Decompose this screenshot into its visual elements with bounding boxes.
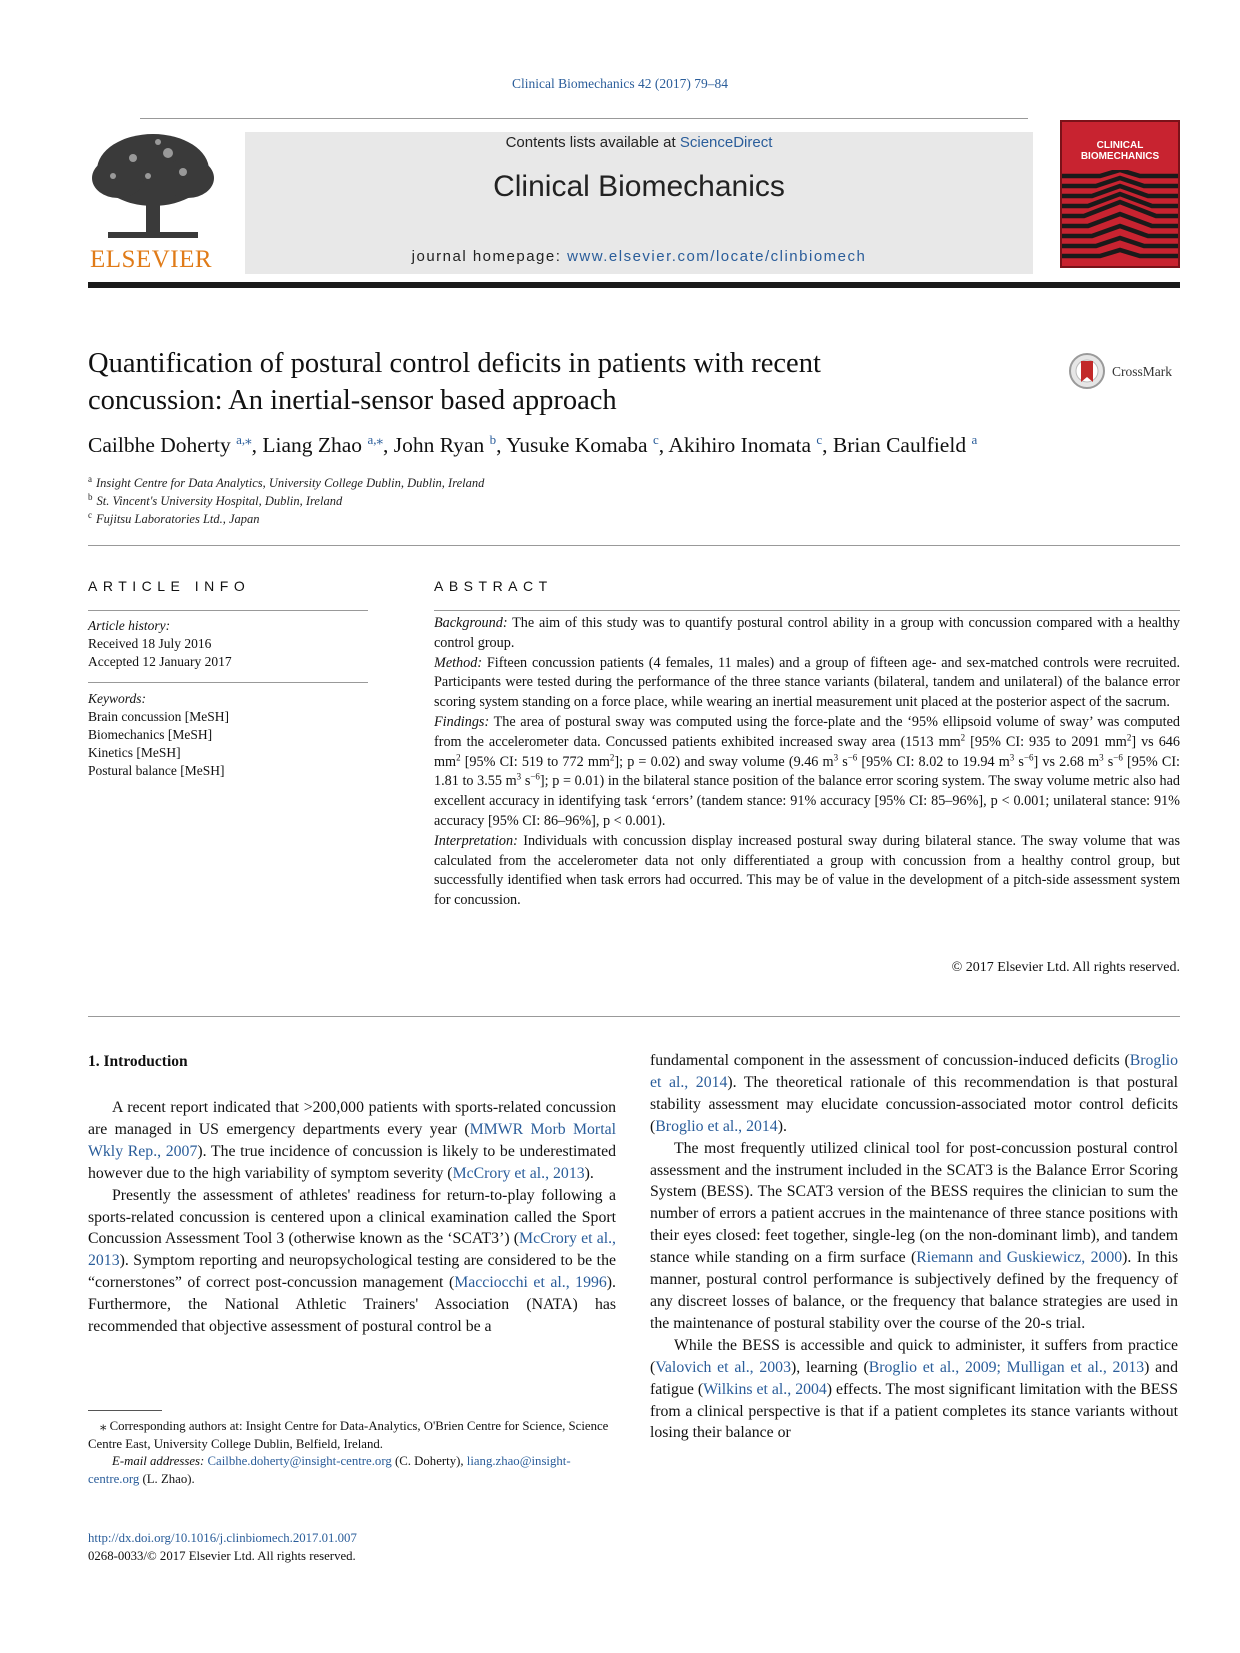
citation-link[interactable]: McCrory et al., 2013	[88, 1230, 616, 1270]
citation-link[interactable]: Broglio et al., 2014	[650, 1052, 1178, 1091]
elsevier-tree-logo	[88, 128, 218, 246]
author-name[interactable]: Cailbhe Doherty	[88, 433, 231, 458]
abstract-method: Method: Fifteen concussion patients (4 females, 11 males) and a group of fifteen age- and sex-matched controls were recruited. Participants were tested during the performance of the three stance variants (bilateral, tandem and unilateral) of the balance error scoring system standing on a force place, while wearing an inertial measurement unit placed at the posterior aspect of the sacrum.	[434, 654, 1181, 711]
article-history: Article history: Received 18 July 2016 Accepted 12 January 2017	[88, 618, 232, 669]
paragraph: fundamental component in the assessment of concussion-induced deficits (Broglio et al., 2014). The theoretical rationale of this recommendation is that postural stability assessment may elucidate concussion-associated motor control deficits (Broglio et al., 2014).	[650, 1052, 1178, 1135]
author-name[interactable]: John Ryan	[393, 433, 485, 458]
abstract-body	[434, 614, 1180, 911]
article-title: Quantification of postural control deficits in patients with recent concussion: An inertial-sensor based approach	[88, 348, 821, 416]
journal-name: Clinical Biomechanics	[493, 170, 785, 203]
paragraph: While the BESS is accessible and quick to administer, it suffers from practice (Valovich et al., 2003), learning (Broglio et al., 2009; Mulligan et al., 2013) and fatigue (Wilkins et al., 2004) effects. The most significant limitation with the BESS from a clinical perspective is that if a patient completes its stance variants without losing their balance or	[650, 1336, 1179, 1442]
elsevier-wordmark: ELSEVIER	[90, 246, 213, 273]
citation-link[interactable]: Broglio et al., 2014	[655, 1117, 778, 1135]
affiliation-a: $^a$ Insight Centre for Data Analytics, University College Dublin, Dublin, Ireland	[88, 474, 485, 491]
paragraph: Presently the assessment of athletes' readiness for return-to-play following a sports-related concussion is centered upon a clinical examination called the Sport Concussion Assessment Tool 3 (otherwise known as the ‘SCAT3’) (McCrory et al., 2013). Symptom reporting and neuropsychological testing are considered to be the “cornerstones” of correct post-concussion management (Macciocchi et al., 1996). Furthermore, the National Athletic Trainers' Association (NATA) has recommended that objective assessment of postural control be a	[88, 1186, 616, 1336]
author-name[interactable]: Liang Zhao	[262, 433, 363, 458]
body-column-left	[88, 1097, 616, 1338]
citation-link[interactable]: Valovich et al., 2003	[655, 1358, 791, 1376]
cover-title: CLINICAL BIOMECHANICS	[1080, 140, 1160, 162]
abstract-rule	[434, 610, 1180, 611]
abstract-background: Background: The aim of this study was to quantify postural control ability in a group with concussion compared with a healthy control group.	[434, 615, 1180, 651]
affiliation-c: $^c$ Fujitsu Laboratories Ltd., Japan	[88, 510, 260, 527]
crossmark-label[interactable]: CrossMark	[1112, 364, 1172, 379]
journal-reference[interactable]: Clinical Biomechanics 42 (2017) 79–84	[512, 76, 728, 91]
journal-cover[interactable]	[1060, 120, 1180, 268]
author-affiliation-marker[interactable]: b	[489, 432, 497, 447]
corresponding-author-note: ⁎ Corresponding authors at: Insight Centre for Data-Analytics, O'Brien Centre for Science, Science Centre East, University College Dublin, Belfield, Ireland.	[88, 1419, 609, 1451]
author-list: Cailbhe Doherty $^{a,⁎}$, Liang Zhao $^{a,⁎}$, John Ryan $^b$, Yusuke Komaba $^c$, Akihiro Inomata $^c$, Brian Caulfield $^a$	[88, 432, 978, 458]
affiliation-b: $^b$ St. Vincent's University Hospital, Dublin, Ireland	[88, 492, 343, 509]
paragraph: The most frequently utilized clinical tool for post-concussion postural control assessment and the instrument included in the SCAT3 is the Balance Error Scoring System (BESS). The SCAT3 version of the BESS requires the clinician to sum the number of errors a patient accrues in the maintenance of three stance positions with their eyes closed: feet together, single-leg (on the non-dominant limb), and tandem stance while standing on a firm surface (Riemann and Guskiewicz, 2000). In this manner, postural control performance is subjectively defined by the frequency of any discreet losses of balance, or the frequency that balance strategies are used in the maintenance of postural stability over the course of the 20-s trial.	[650, 1139, 1179, 1332]
citation-link[interactable]: MMWR Morb Mortal Wkly Rep., 2007	[88, 1120, 616, 1160]
crossmark-icon[interactable]	[1068, 352, 1106, 394]
keywords: Keywords: Brain concussion [MeSH] Biomechanics [MeSH] Kinetics [MeSH] Postural balance [MeSH]	[88, 690, 378, 780]
contents-line: Contents lists available at ScienceDirect	[505, 134, 773, 151]
masthead-rule	[88, 282, 1180, 288]
sciencedirect-link[interactable]: ScienceDirect	[679, 134, 773, 151]
cover-wave-graphic	[1062, 170, 1178, 266]
abstract-bottom-rule	[88, 1016, 1180, 1017]
abstract-heading: ABSTRACT	[434, 578, 553, 594]
section-rule	[88, 545, 1180, 546]
author-name[interactable]: Akihiro Inomata	[668, 433, 812, 458]
citation-link[interactable]: Riemann and Guskiewicz, 2000	[916, 1249, 1123, 1267]
doi-block	[88, 1530, 357, 1565]
doi-link[interactable]: http://dx.doi.org/10.1016/j.clinbiomech.2017.01.007	[88, 1531, 357, 1545]
paragraph: A recent report indicated that >200,000 patients with sports-related concussion are managed in US emergency departments every year (MMWR Morb Mortal Wkly Rep., 2007). The true incidence of concussion is likely to be underestimated however due to the high variability of symptom severity (McCrory et al., 2013).	[88, 1099, 616, 1182]
email-link[interactable]: liang.zhao@insight-centre.org	[88, 1454, 571, 1486]
author-affiliation-marker[interactable]: c	[652, 432, 659, 447]
journal-homepage: journal homepage: www.elsevier.com/locate/clinbiomech	[411, 248, 867, 265]
author-affiliation-marker[interactable]: a,⁎	[236, 432, 252, 447]
section-heading-introduction: 1. Introduction	[88, 1053, 188, 1070]
footnote-rule	[88, 1410, 162, 1411]
keyword-item: Brain concussion [MeSH]	[88, 709, 229, 724]
abstract-copyright: © 2017 Elsevier Ltd. All rights reserved.	[951, 960, 1180, 975]
keyword-item: Postural balance [MeSH]	[88, 763, 225, 778]
article-info-rule	[88, 610, 368, 611]
homepage-link[interactable]: www.elsevier.com/locate/clinbiomech	[567, 248, 867, 265]
email-link[interactable]: Cailbhe.doherty@insight-centre.org	[207, 1454, 392, 1468]
author-name[interactable]: Brian Caulfield	[832, 433, 967, 458]
citation-link[interactable]: McCrory et al., 2013	[452, 1164, 585, 1182]
header-rule	[140, 118, 1028, 119]
author-affiliation-marker[interactable]: a	[971, 432, 978, 447]
keyword-item: Biomechanics [MeSH]	[88, 727, 213, 742]
email-addresses: E-mail addresses: Cailbhe.doherty@insight-centre.org (C. Doherty), liang.zhao@insight-centre.org (L. Zhao).	[88, 1454, 571, 1486]
abstract-findings: Findings: The area of postural sway was computed using the force-plate and the ‘95% ellipsoid volume of sway’ was computed from the accelerometer data. Concussed patients exhibited increased sway area (1513 $mm^2$ [95% CI: 935 to 2091 $mm^2$] vs 646 $mm^2$ [95% CI: 519 to 772 $mm^2$]; p = 0.02) and sway volume (9.46 $m^3$ $s^{-6}$ [95% CI: 8.02 to 19.94 $m^3$ $s^{-6}$] vs 2.68 $m^3$ $s^{-6}$ [95% CI: 1.81 to 3.55 $m^3$ $s^{-6}$]; p = 0.01) in the bilateral stance position of the balance error scoring system. The sway volume metric also had excellent accuracy in identifying task ‘errors’ (tandem stance: 91% accuracy [95% CI: 85–96%], p < 0.001; unilateral stance: 91% accuracy [95% CI: 86–96%], p < 0.001).	[434, 713, 1180, 829]
citation-link[interactable]: Macciocchi et al., 1996	[454, 1274, 607, 1292]
keyword-item: Kinetics [MeSH]	[88, 745, 181, 760]
citation-link[interactable]: Broglio et al., 2009; Mulligan et al., 2013	[868, 1358, 1145, 1376]
citation-link[interactable]: Wilkins et al., 2004	[703, 1380, 827, 1398]
article-info-heading: ARTICLE INFO	[88, 578, 251, 594]
author-affiliation-marker[interactable]: a,⁎	[367, 432, 383, 447]
article-info-rule	[88, 682, 368, 683]
journal-masthead	[245, 132, 1033, 274]
abstract-interpretation: Interpretation: Individuals with concussion display increased postural sway during bilateral stance. The sway volume that was calculated from the accelerometer data not only differentiated a group with concussion from a healthy control group, but successfully identified when task errors had occurred. This may be of value in the development of a pitch-side assessment system for concussion.	[434, 832, 1180, 909]
footnote	[88, 1418, 616, 1488]
body-column-right	[650, 1050, 1178, 1444]
issn-line: 0268-0033/© 2017 Elsevier Ltd. All rights reserved.	[88, 1548, 356, 1563]
author-affiliation-marker[interactable]: c	[816, 432, 823, 447]
author-name[interactable]: Yusuke Komaba	[506, 433, 648, 458]
